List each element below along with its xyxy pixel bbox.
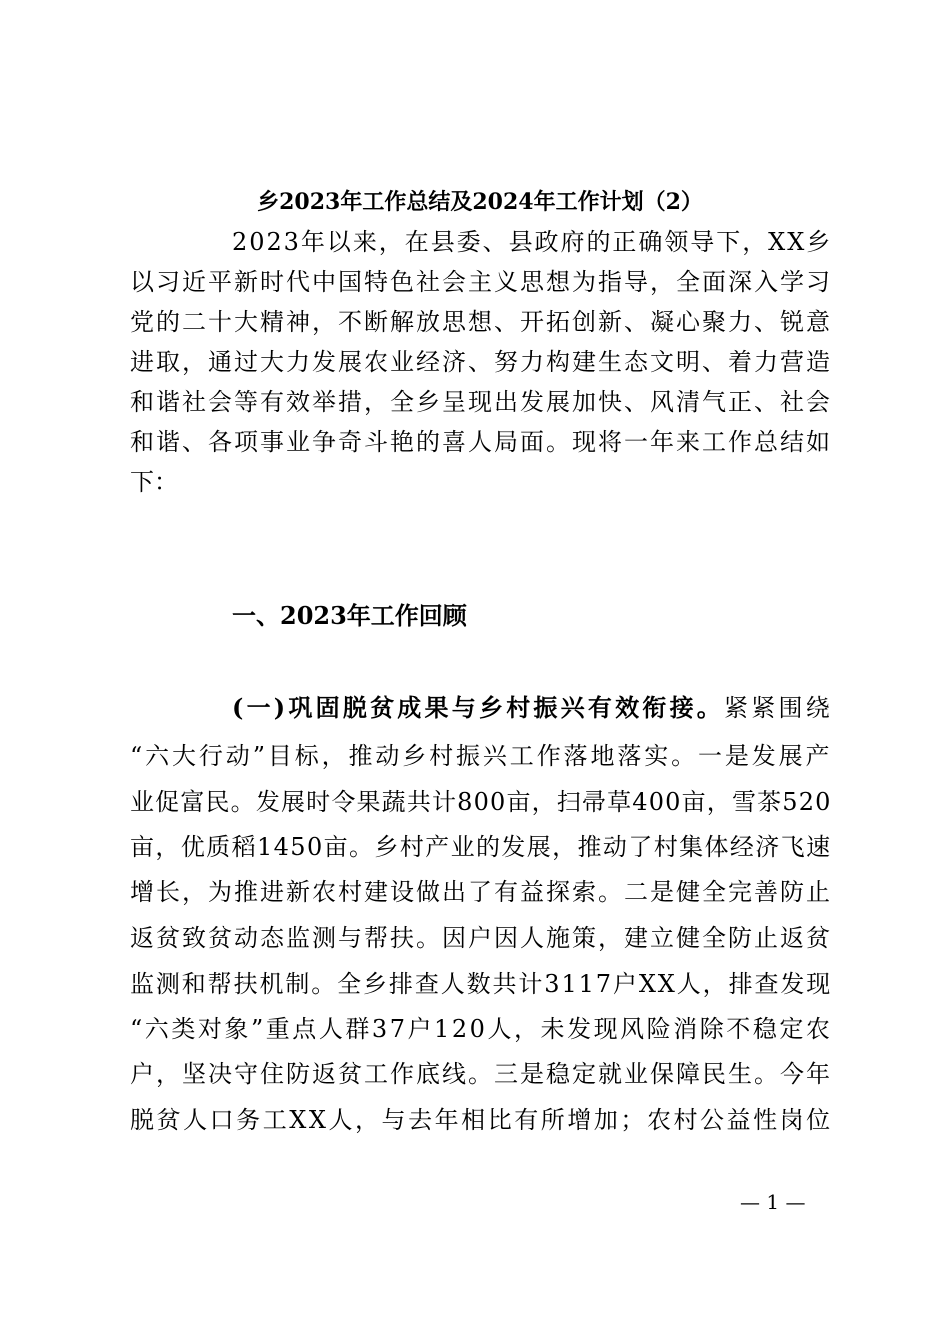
body-line: 业促富民。发展时令果蔬共计800亩，扫帚草400亩，雪茶520 [130,788,832,816]
intro-line: 党的二十大精神，不断解放思想、开拓创新、凝心聚力、锐意 [130,308,832,336]
intro-line: 进取，通过大力发展农业经济、努力构建生态文明、着力营造 [130,348,832,376]
body-line: 增长，为推进新农村建设做出了有益探索。二是健全完善防止 [130,878,832,906]
intro-line: 2023年以来，在县委、县政府的正确领导下，XX乡 [232,228,833,256]
intro-line: 和谐、各项事业争奇斗艳的喜人局面。现将一年来工作总结如 [130,428,832,456]
body-line: 亩，优质稻1450亩。乡村产业的发展，推动了村集体经济飞速 [130,833,832,861]
body-line: 脱贫人口务工XX人，与去年相比有所增加；农村公益性岗位 [130,1106,833,1134]
body-line: “六类对象”重点人群37户120人，未发现风险消除不稳定农 [130,1015,833,1043]
body-line: 户，坚决守住防返贫工作底线。三是稳定就业保障民生。今年 [130,1060,832,1088]
subsection-heading: (一)巩固脱贫成果与乡村振兴有效衔接。 [232,693,725,722]
body-line: “六大行动”目标，推动乡村振兴工作落地落实。一是发展产 [130,742,833,770]
body-line: 紧紧围绕 [724,694,833,722]
intro-line: 以习近平新时代中国特色社会主义思想为指导，全面深入学习 [130,268,832,296]
body-line: 监测和帮扶机制。全乡排查人数共计3117户XX人，排查发现 [130,970,833,998]
section-heading: 一、2023年工作回顾 [232,601,467,630]
intro-line: 和谐社会等有效举措，全乡呈现出发展加快、风清气正、社会 [130,388,832,416]
body-line: 返贫致贫动态监测与帮扶。因户因人施策，建立健全防止返贫 [130,924,832,952]
intro-line: 下： [130,468,178,496]
page-number: — 1 — [740,1190,806,1214]
subsection-first-line [232,688,833,728]
document-title: 乡2023年工作总结及2024年工作计划（2） [257,189,703,215]
